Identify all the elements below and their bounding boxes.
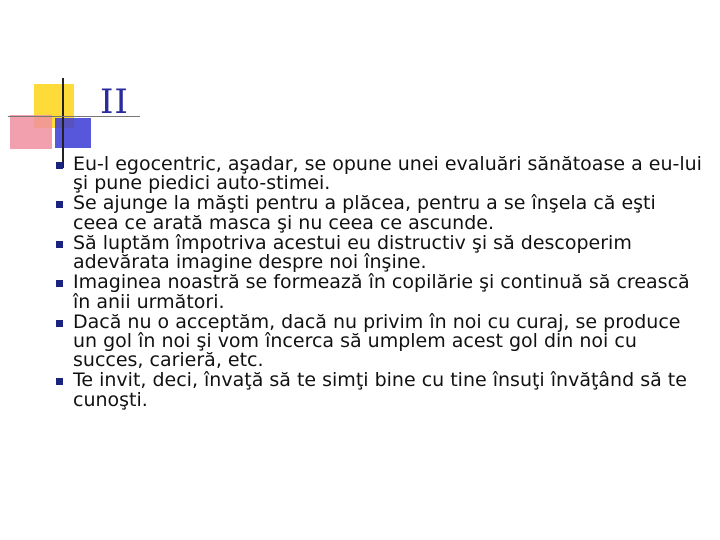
square-bullet-icon — [56, 378, 63, 385]
logo-blue-square — [55, 118, 91, 148]
logo-red-square — [10, 115, 52, 149]
square-bullet-icon — [56, 241, 63, 248]
bullet-text: Dacă nu o acceptăm, dacă nu privim în noi cu curaj, se produce un gol în noi şi vom încerca să umplem acest gol din noi cu succes, carieră, etc. — [73, 310, 681, 372]
square-bullet-icon — [56, 280, 63, 287]
bullet-item-4 — [56, 273, 706, 312]
bullet-text: Imaginea noastră se formează în copilărie şi continuă să crească în anii următori. — [73, 271, 690, 313]
bullet-text: Se ajunge la măşti pentru a plăcea, pentru a se înşela că eşti ceea ce arată masca şi nu ceea ce ascunde. — [73, 192, 656, 234]
bullet-item-6 — [56, 371, 706, 410]
square-bullet-icon — [56, 201, 63, 208]
bullet-item-5 — [56, 310, 706, 372]
square-bullet-icon — [56, 162, 63, 169]
bullet-text: Te invit, deci, învaţă să te simţi bine cu tine însuţi învăţând să te cunoşti. — [73, 369, 687, 411]
slide-title: II — [100, 82, 129, 122]
bullet-list — [56, 155, 706, 411]
bullet-item-1 — [56, 155, 706, 194]
bullet-text: Eu-l egocentric, aşadar, se opune unei evaluări sănătoase a eu-lui şi pune piedici auto-stimei. — [73, 153, 702, 195]
bullet-item-3 — [56, 231, 706, 274]
bullet-item-2 — [56, 194, 706, 233]
square-bullet-icon — [56, 320, 63, 327]
bullet-text: Să luptăm împotriva acestui eu distructiv şi să descoperim adevărata imagine despre noi înşine. — [73, 231, 632, 274]
